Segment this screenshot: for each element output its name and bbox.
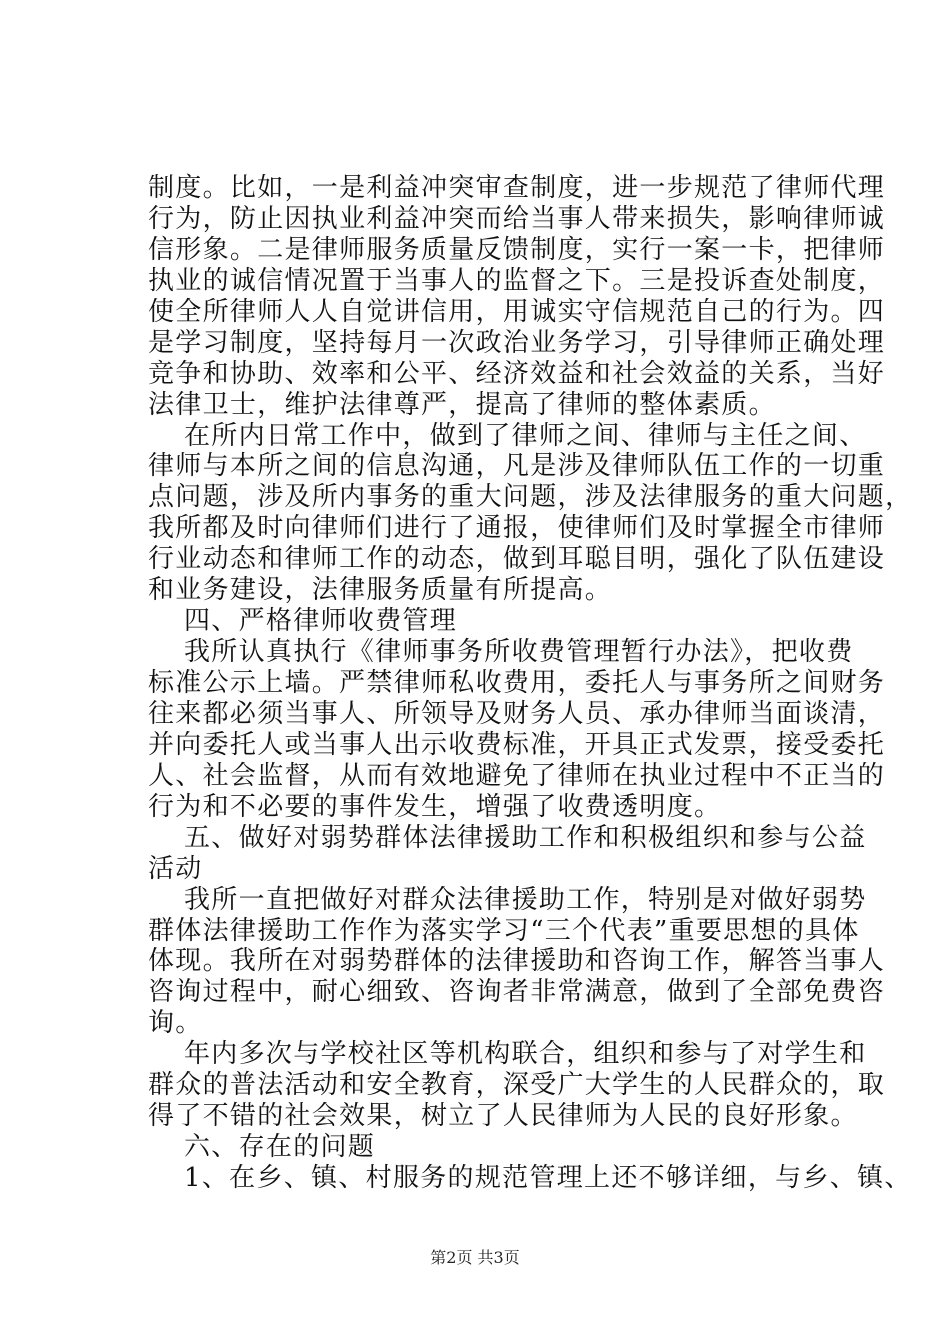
text-line: 往来都必须当事人、所领导及财务人员、承办律师当面谈清， [148, 699, 886, 729]
paragraph-first-line: 我所一直把做好对群众法律援助工作，特别是对做好弱势 [184, 885, 867, 915]
text-line: 法律卫士，维护法律尊严，提高了律师的整体素质。 [148, 390, 776, 420]
paragraph-first-line: 1、在乡、镇、村服务的规范管理上还不够详细，与乡、镇、 [184, 1163, 912, 1193]
text-line: 行业动态和律师工作的动态，做到耳聪目明，强化了队伍建设 [148, 544, 886, 574]
text-line: 标准公示上墙。严禁律师私收费用，委托人与事务所之间财务 [148, 668, 886, 698]
text-line: 群众的普法活动和安全教育，深受广大学生的人民群众的，取 [148, 1070, 886, 1100]
text-line: 体现。我所在对弱势群体的法律援助和咨询工作，解答当事人 [148, 946, 886, 976]
text-line: 行为和不必要的事件发生，增强了收费透明度。 [148, 792, 722, 822]
text-line: 律师与本所之间的信息沟通，凡是涉及律师队伍工作的一切重 [148, 451, 886, 481]
page-footer: 第2页 共3页 [430, 1248, 520, 1267]
text-line: 得了不错的社会效果，树立了人民律师为人民的良好形象。 [148, 1101, 858, 1131]
text-line: 执业的诚信情况置于当事人的监督之下。三是投诉查处制度， [148, 266, 886, 296]
section-heading: 四、严格律师收费管理 [184, 606, 458, 636]
text-line: 和业务建设，法律服务质量有所提高。 [148, 575, 613, 605]
text-line: 信形象。二是律师服务质量反馈制度，实行一案一卡，把律师 [148, 235, 886, 265]
section-heading-continued: 活动 [148, 854, 203, 884]
paragraph-first-line: 在所内日常工作中，做到了律师之间、律师与主任之间、 [184, 421, 867, 451]
paragraph-first-line: 我所认真执行《律师事务所收费管理暂行办法》，把收费 [184, 637, 854, 667]
text-line: 并向委托人或当事人出示收费标准，开具正式发票，接受委托 [148, 730, 886, 760]
text-line: 询。 [148, 1008, 203, 1038]
text-line: 群体法律援助工作作为落实学习“三个代表”重要思想的具体 [148, 916, 860, 946]
text-line: 人、社会监督，从而有效地避免了律师在执业过程中不正当的 [148, 761, 886, 791]
text-line: 点问题，涉及所内事务的重大问题，涉及法律服务的重大问题， [148, 482, 913, 512]
text-line: 使全所律师人人自觉讲信用，用诚实守信规范自己的行为。四 [148, 297, 886, 327]
text-line: 咨询过程中，耐心细致、咨询者非常满意，做到了全部免费咨 [148, 977, 886, 1007]
text-line: 行为，防止因执业利益冲突而给当事人带来损失，影响律师诚 [148, 204, 886, 234]
text-line: 我所都及时向律师们进行了通报，使律师们及时掌握全市律师 [148, 513, 886, 543]
section-heading: 六、存在的问题 [184, 1132, 376, 1162]
text-line: 是学习制度，坚持每月一次政治业务学习，引导律师正确处理 [148, 328, 886, 358]
text-line: 竞争和协助、效率和公平、经济效益和社会效益的关系，当好 [148, 359, 886, 389]
paragraph-first-line: 年内多次与学校社区等机构联合，组织和参与了对学生和 [184, 1039, 867, 1069]
text-line: 制度。比如，一是利益冲突审查制度，进一步规范了律师代理 [148, 173, 886, 203]
section-heading: 五、做好对弱势群体法律援助工作和积极组织和参与公益 [184, 823, 867, 853]
